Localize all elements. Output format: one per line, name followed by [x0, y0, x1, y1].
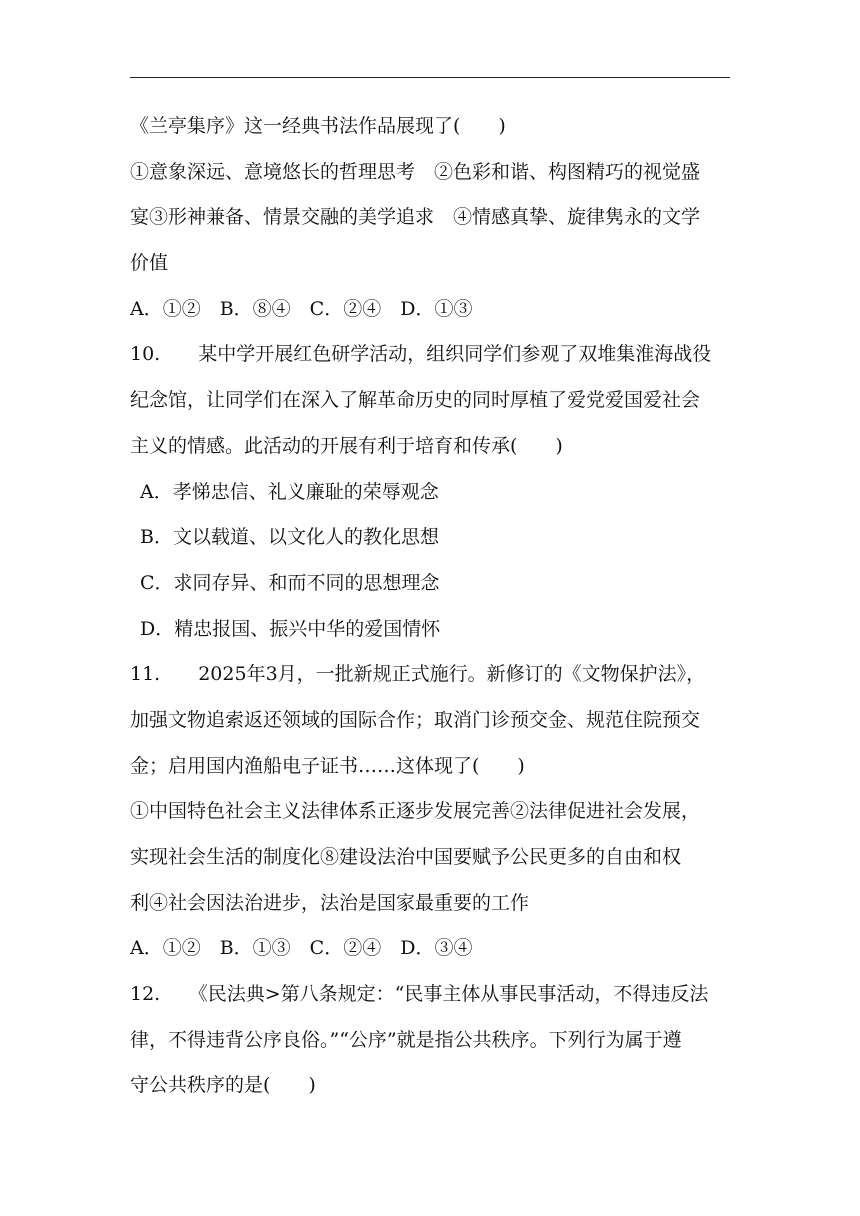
q11-stem-line-2: 加强文物追索返还领域的国际合作；取消门诊预交金、规范住院预交 — [130, 708, 701, 731]
q9-options: A．①② B．⑧④ C．②④ D．①③ — [130, 297, 473, 320]
q11-statements-line-2: 实现社会生活的制度化⑧建设法治中国要赋予公民更多的自由和权 — [130, 846, 682, 868]
q10-option-a: A．孝悌忠信、礼义廉耻的荣辱观念 — [140, 480, 439, 503]
q11-statements-line-1: ①中国特色社会主义法律体系正逐步发展完善②法律促进社会发展， — [130, 800, 701, 823]
q11-options: A．①② B．①③ C．②④ D．③④ — [130, 937, 473, 960]
q12-stem-line-1: 12. 《民法典>第八条规定：“民事主体从事民事活动，不得违反法 — [130, 983, 709, 1006]
q12-stem-line-2: 律，不得违背公序良俗。”“公序”就是指公共秩序。下列行为属于遵 — [130, 1028, 682, 1051]
q11-stem-line-1: 11. 2025年3月，一批新规正式施行。新修订的《文物保护法》， — [130, 663, 706, 686]
q10-stem-line-1: 10. 某中学开展红色研学活动，组织同学们参观了双堆集淮海战役 — [130, 343, 712, 366]
q9-statements-line-2: 宴③形神兼备、情景交融的美学追求 ④情感真挚、旋律隽永的文学 — [130, 206, 701, 229]
header-rule — [130, 77, 730, 78]
q10-option-b: B．文以载道、以文化人的教化思想 — [140, 526, 439, 549]
q9-statements-line-1: ①意象深远、意境悠长的哲理思考 ②色彩和谐、构图精巧的视觉盛 — [130, 160, 701, 183]
q9-statements-line-3: 价值 — [130, 252, 169, 275]
q10-option-c: C．求同存异、和而不同的思想理念 — [140, 571, 440, 594]
q11-statements-line-3: 利④社会因法治进步，法治是国家最重要的工作 — [130, 891, 530, 914]
q10-stem-line-3: 主义的情感。此活动的开展有利于培育和传承( ) — [130, 434, 563, 457]
q9-stem: 《兰亭集序》这一经典书法作品展现了( ) — [130, 115, 506, 137]
q12-stem-line-3: 守公共秩序的是( ) — [130, 1074, 316, 1097]
document-page — [130, 104, 730, 1109]
q11-stem-line-3: 金；启用国内渔船电子证书……这体现了( ) — [130, 754, 525, 777]
q10-option-d: D．精忠报国、振兴中华的爱国情怀 — [140, 617, 441, 640]
q10-stem-line-2: 纪念馆，让同学们在深入了解革命历史的同时厚植了爱党爱国爱社会 — [130, 389, 701, 412]
